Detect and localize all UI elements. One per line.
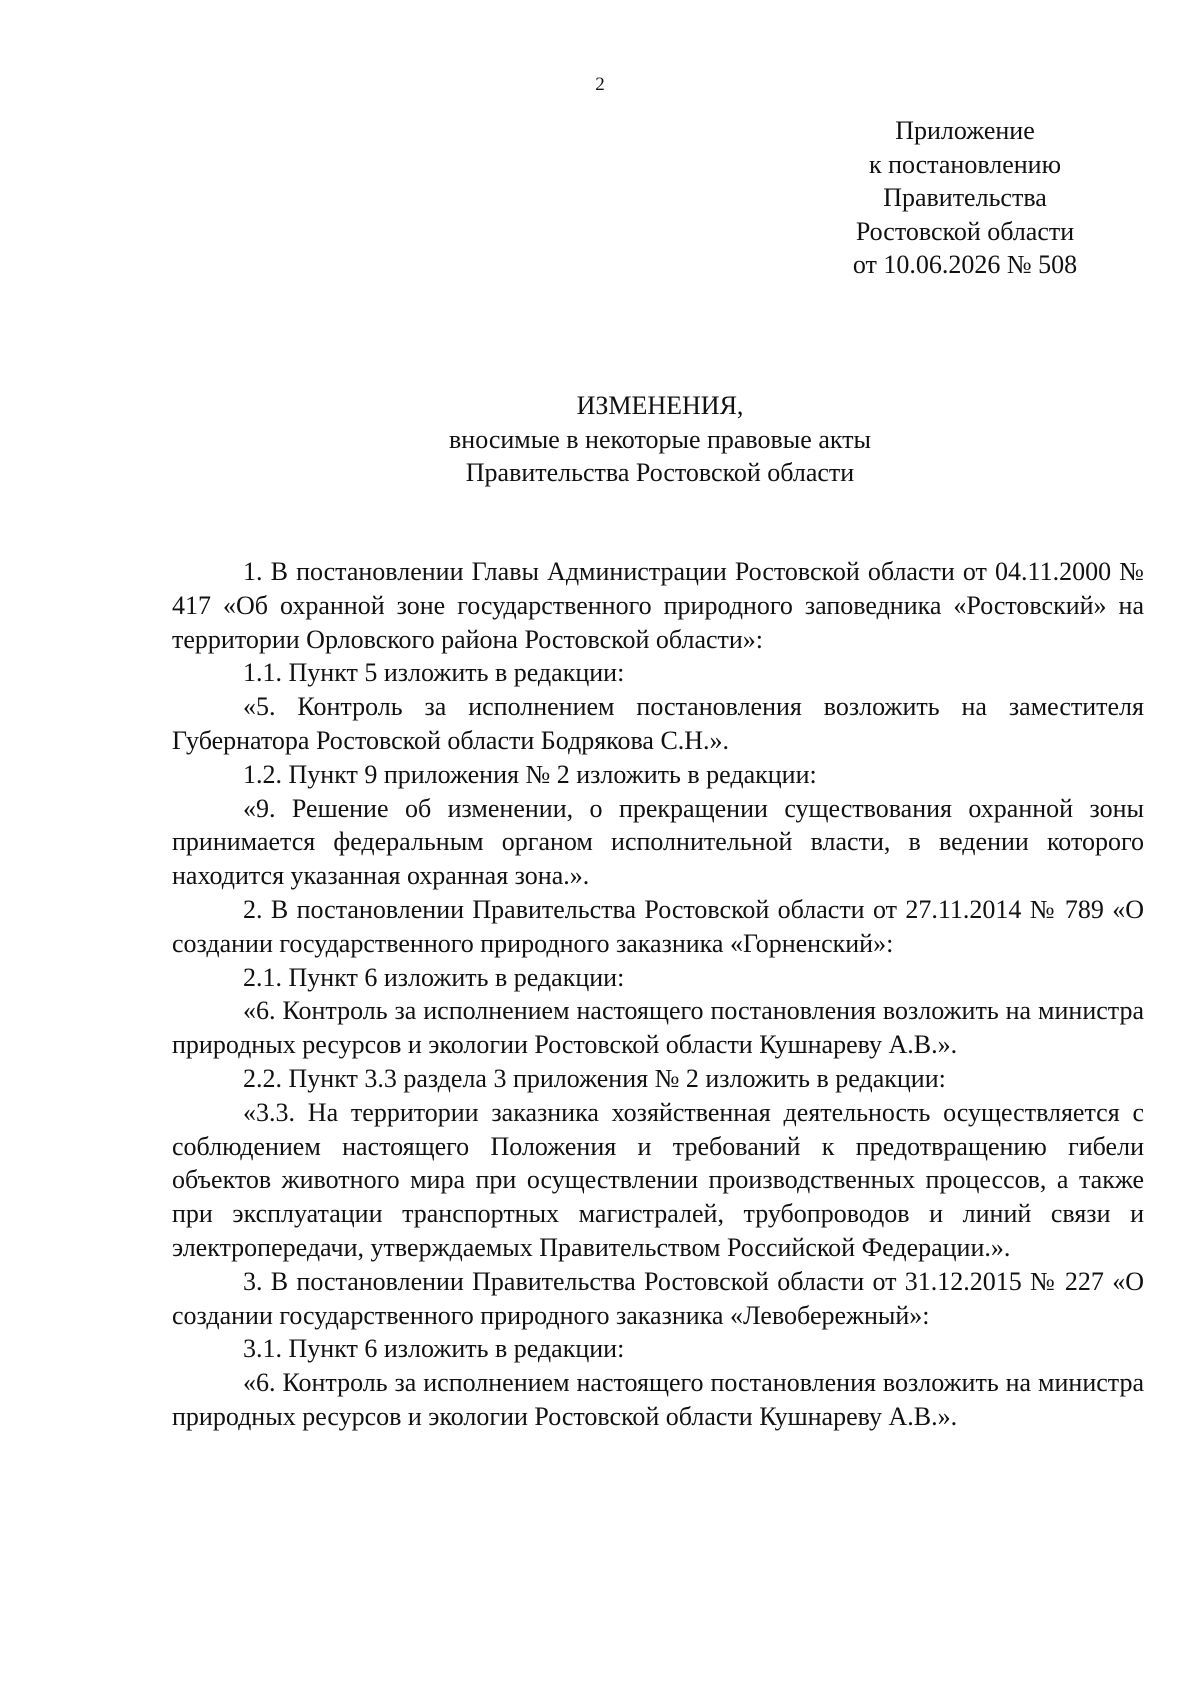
appendix-line: Правительства [883,183,1047,212]
appendix-line: к постановлению [868,149,1062,179]
body-paragraph: 3. В постановлении Правительства Ростовской области от 31.12.2015 № 227 «О создании государственного природного заказника «Левобережный»: [172,1266,1144,1330]
appendix-line: Ростовской области [855,216,1075,246]
heading-title: ИЗМЕНЕНИЯ, [576,391,744,420]
body-paragraph: 2.2. Пункт 3.3 раздела 3 приложения № 2 изложить в редакции: [243,1063,946,1093]
heading-subtitle: Правительства Ростовской области [465,458,855,487]
heading-subtitle: вносимые в некоторые правовые акты [449,424,871,454]
body-paragraph: «3.3. На территории заказника хозяйственная деятельность осуществляется с соблюдением настоящего Положения и требований к предотвращению гибели объектов животного мира при осуществлении производственных процессов, а также при эксплуатации транспортных магистралей, трубопроводов и линий связи и электропередачи, утверждаемых Правительством Российской Федерации.». [172,1097,1144,1262]
document-heading [170,389,1150,490]
body-paragraph: 1.2. Пункт 9 приложения № 2 изложить в редакции: [243,759,817,789]
body-paragraph: 1.1. Пункт 5 изложить в редакции: [243,658,625,688]
body-paragraph: «5. Контроль за исполнением постановления возложить на заместителя Губернатора Ростовской области Бодрякова С.Н.». [172,692,1144,755]
appendix-line: от 10.06.2026 № 508 [852,250,1078,279]
body-paragraph: 2. В постановлении Правительства Ростовской области от 27.11.2014 № 789 «О создании государственного природного заказника «Горненский»: [172,894,1144,958]
body-paragraph: «6. Контроль за исполнением настоящего постановления возложить на министра природных ресурсов и экологии Ростовской области Кушнареву А.В.». [172,1368,1144,1431]
body-paragraph: 1. В постановлении Главы Администрации Ростовской области от 04.11.2000 № 417 «Об охранной зоне государственного природного заповедника «Ростовский» на территории Орловского района Ростовской области»: [172,557,1144,654]
body-paragraph: «9. Решение об изменении, о прекращении существования охранной зоны принимается федеральным органом исполнительной власти, в ведении которого находится указанная охранная зона.». [172,793,1144,891]
appendix-block [800,114,1130,282]
body-paragraph: «6. Контроль за исполнением настоящего постановления возложить на министра природных ресурсов и экологии Ростовской области Кушнареву А.В.». [172,996,1144,1060]
document-body [172,555,1144,1434]
body-paragraph: 3.1. Пункт 6 изложить в редакции: [243,1334,625,1364]
page-number: 2 [595,74,605,95]
appendix-line: Приложение [895,116,1035,145]
body-paragraph: 2.1. Пункт 6 изложить в редакции: [243,962,625,992]
